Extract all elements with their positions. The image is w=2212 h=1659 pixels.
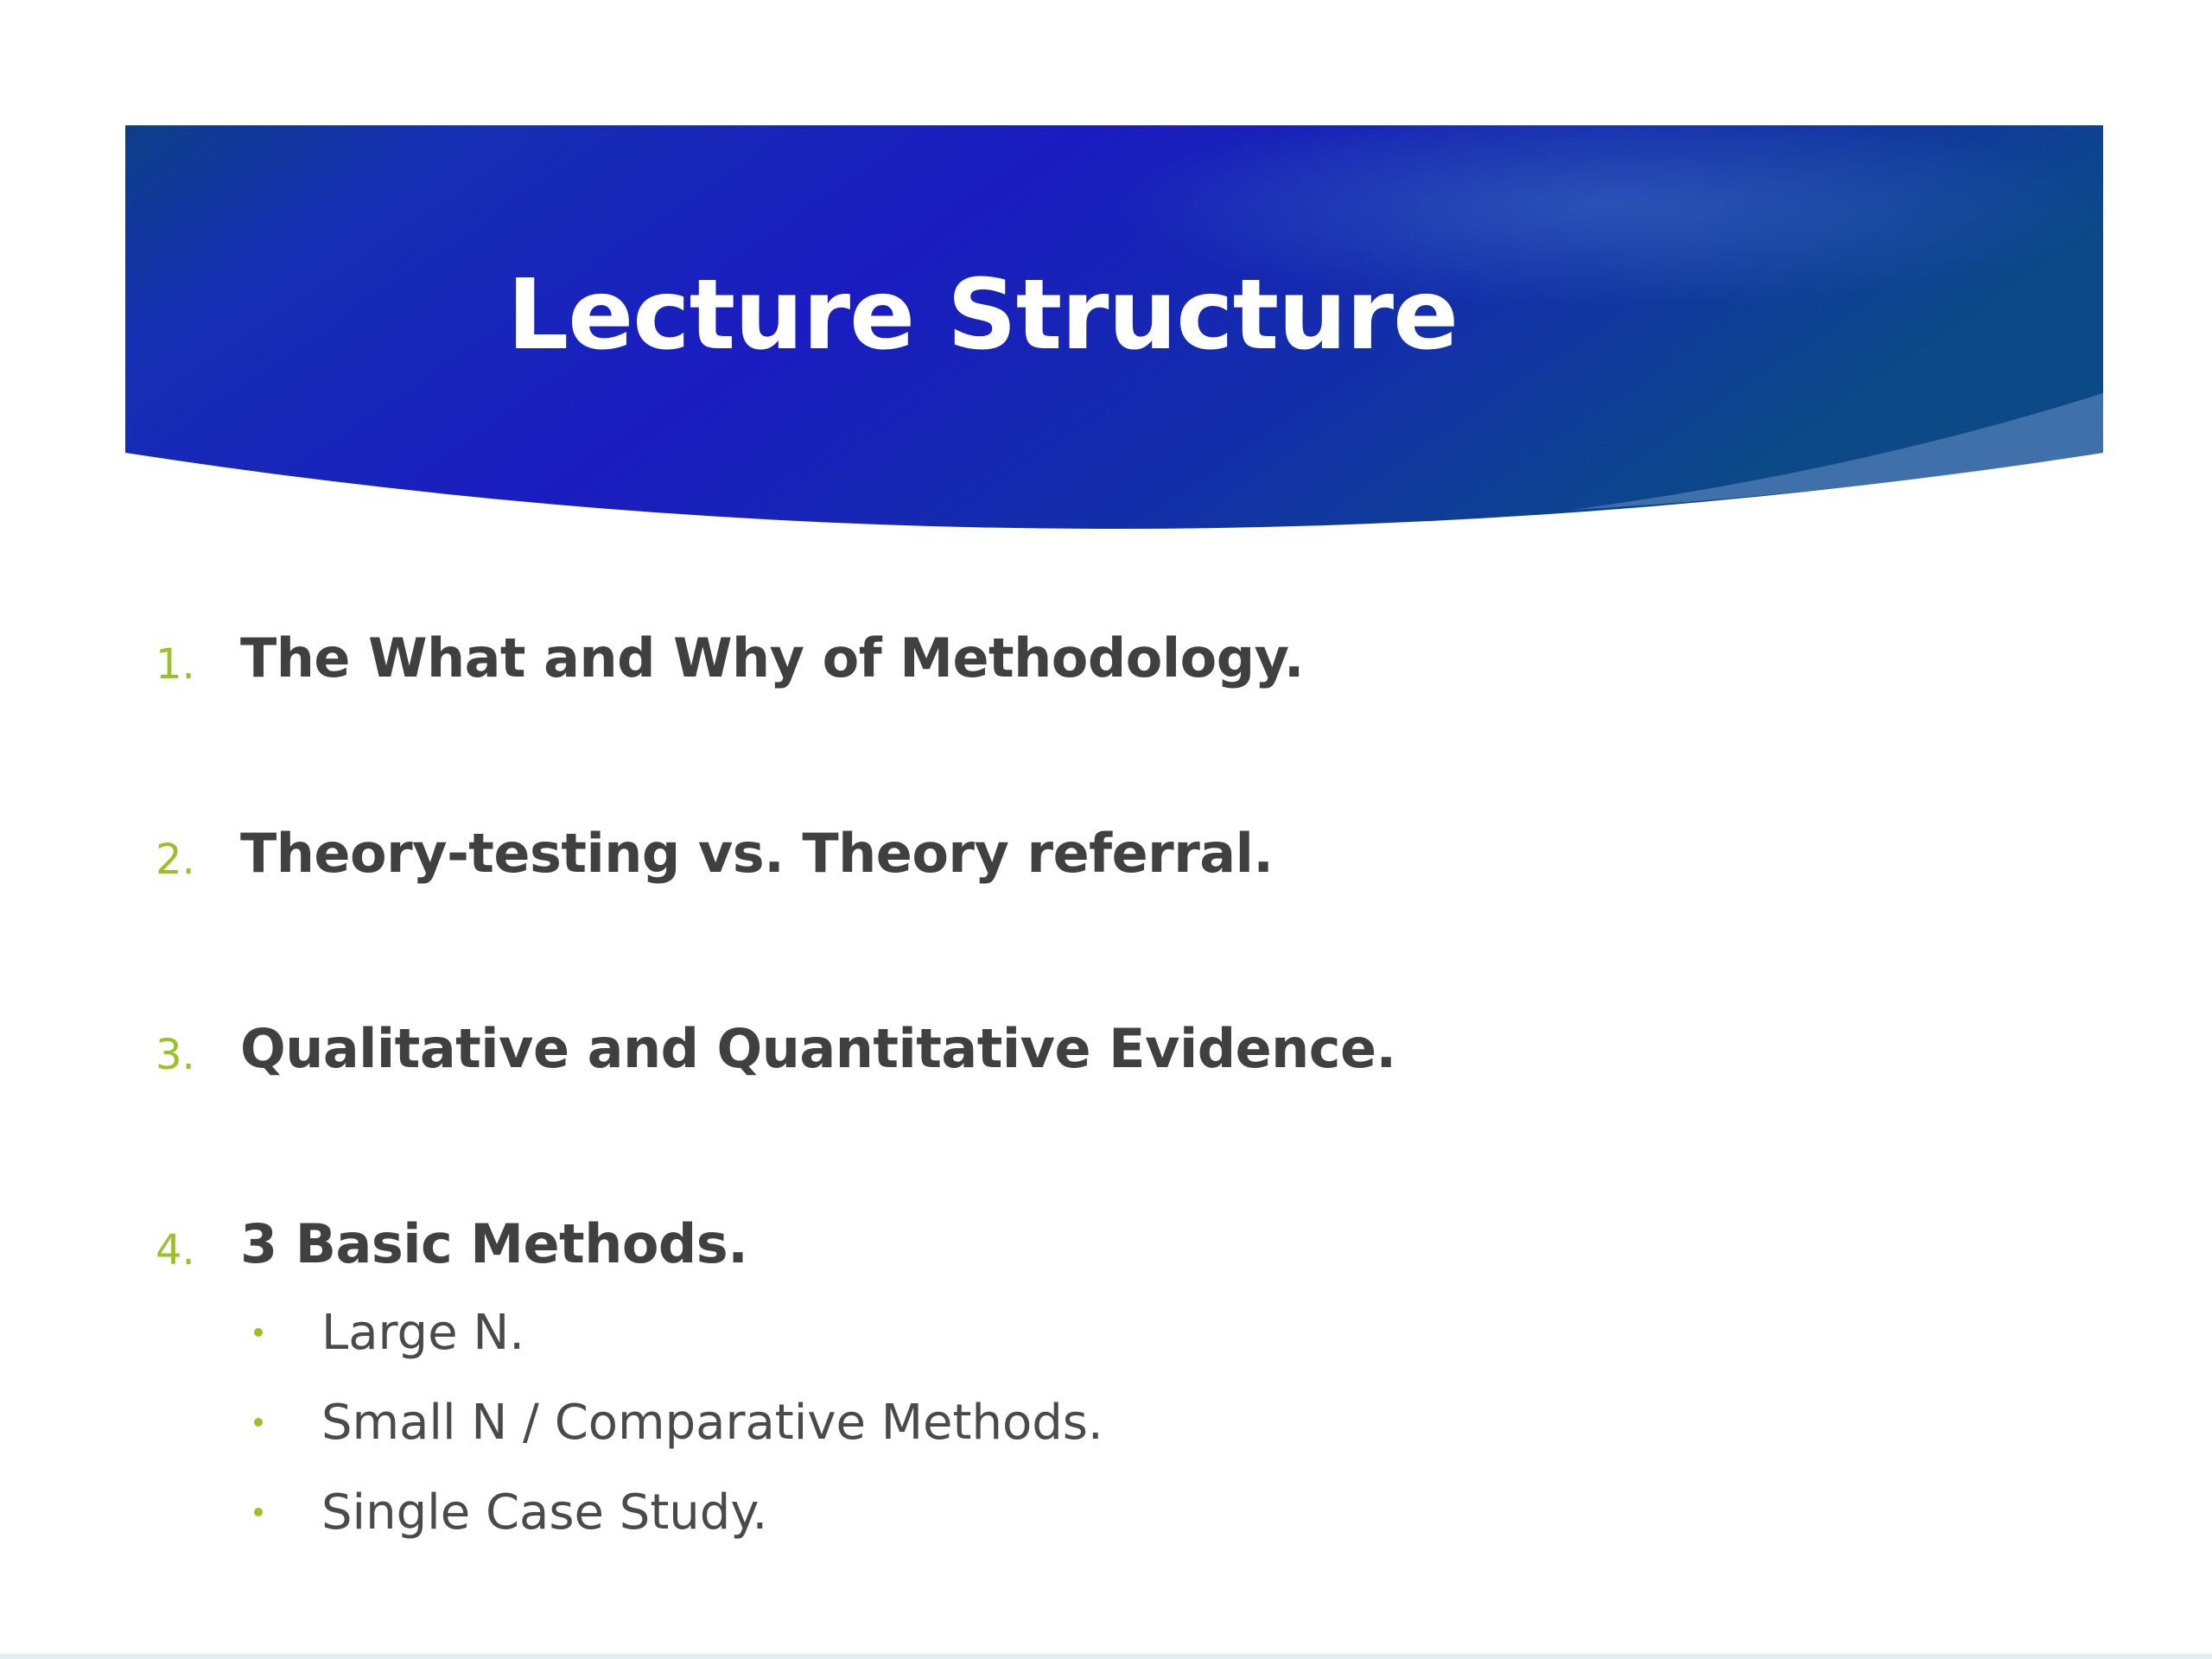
sub-item-3 xyxy=(0,1477,2212,1554)
outline-text: Qualitative and Quantitative Evidence. xyxy=(240,1017,1396,1080)
sub-item-text: Large N. xyxy=(321,1305,525,1361)
outline-item-3 xyxy=(0,1006,2212,1092)
outline-item-1 xyxy=(0,615,2212,702)
outline-number: 3. xyxy=(156,1031,195,1079)
sub-item-2 xyxy=(0,1387,2212,1465)
outline-text: The What and Why of Methodology. xyxy=(240,626,1304,690)
outline-item-2 xyxy=(0,810,2212,897)
bullet-dot-icon xyxy=(254,1328,263,1337)
outline-number: 4. xyxy=(156,1226,195,1274)
outline-text: Theory-testing vs. Theory referral. xyxy=(240,822,1274,885)
outline-item-4 xyxy=(0,1201,2212,1287)
sub-item-text: Small N / Comparative Methods. xyxy=(321,1395,1103,1451)
slide-title: Lecture Structure xyxy=(506,259,1459,372)
outline-number: 1. xyxy=(156,640,195,689)
bottom-strip xyxy=(0,1654,2212,1659)
sub-item-1 xyxy=(0,1297,2212,1375)
bullet-dot-icon xyxy=(254,1508,263,1516)
outline-number: 2. xyxy=(156,836,195,884)
outline-text: 3 Basic Methods. xyxy=(240,1212,748,1275)
sub-item-text: Single Case Study. xyxy=(321,1484,768,1541)
bullet-dot-icon xyxy=(254,1418,263,1427)
